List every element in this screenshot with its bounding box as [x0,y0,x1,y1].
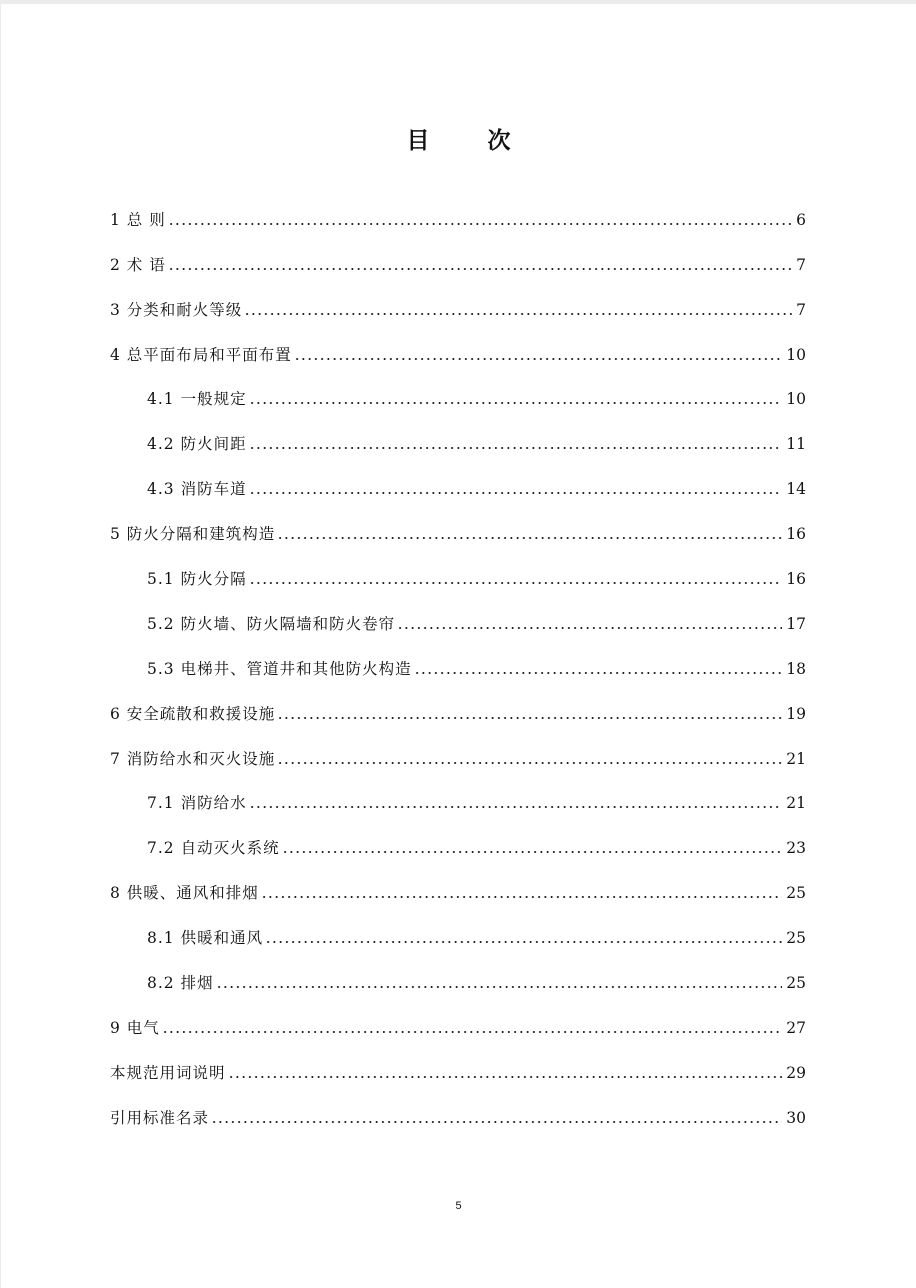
toc-entry-page: 30 [786,1108,806,1127]
toc-entry-label: 8 供暖、通风和排烟 [110,884,259,903]
dot-leader [228,1075,783,1079]
toc-entry-label: 5.2 防火墙、防火隔墙和防火卷帘 [147,614,396,633]
toc-entry-page: 23 [786,839,806,858]
toc-entry-label: 5 防火分隔和建筑构造 [110,525,276,544]
dot-leader [168,222,792,226]
page-title [1,122,916,155]
toc-entry-page: 10 [786,390,806,409]
toc-entry[interactable] [110,1040,806,1085]
dot-leader [216,985,783,989]
toc-entry-label: 9 电气 [110,1018,160,1037]
toc-entry-page: 16 [786,570,806,589]
toc-entry[interactable] [110,367,806,412]
toc-entry[interactable] [110,726,806,771]
dot-leader [277,716,782,720]
dot-leader [294,357,782,361]
dot-leader [249,401,783,405]
toc-entry-page: 25 [786,929,806,948]
toc-entry-page: 17 [786,614,806,633]
dot-leader [265,940,782,944]
table-of-contents [110,187,806,1130]
toc-entry-page: 27 [786,1018,806,1037]
toc-entry-page: 14 [786,480,806,499]
page-number: 5 [455,1200,462,1212]
toc-entry-page: 7 [796,255,806,274]
toc-entry[interactable] [110,187,806,232]
document-page [1,4,916,1288]
toc-entry-page: 11 [786,435,806,454]
toc-entry[interactable] [110,815,806,860]
dot-leader [249,491,783,495]
toc-entry[interactable] [110,277,806,322]
toc-entry-label: 7.2 自动灭火系统 [147,839,280,858]
dot-leader [249,446,783,450]
toc-entry-page: 18 [786,659,806,678]
toc-entry-label: 6 安全疏散和救援设施 [110,704,276,723]
toc-entry[interactable] [110,681,806,726]
dot-leader [244,312,792,316]
toc-entry[interactable] [110,546,806,591]
toc-entry-label: 8.1 供暖和通风 [147,929,264,948]
toc-entry-page: 6 [796,210,806,229]
title-char: 次 [487,127,511,154]
dot-leader [168,267,792,271]
toc-entry[interactable] [110,1085,806,1130]
toc-entry[interactable] [110,950,806,995]
toc-entry-page: 19 [786,704,806,723]
toc-entry[interactable] [110,636,806,681]
dot-leader [277,536,782,540]
toc-entry[interactable] [110,771,806,816]
toc-entry-page: 25 [786,974,806,993]
toc-entry[interactable] [110,905,806,950]
toc-entry-label: 4.1 一般规定 [147,390,247,409]
toc-entry-label: 2 术 语 [110,255,166,274]
toc-entry-page: 21 [786,749,806,768]
toc-entry-label: 7.1 消防给水 [147,794,247,813]
toc-entry[interactable] [110,995,806,1040]
toc-entry-label: 4.2 防火间距 [147,435,247,454]
toc-entry-page: 21 [786,794,806,813]
toc-entry[interactable] [110,456,806,501]
toc-entry-page: 29 [786,1063,806,1082]
title-char: 目 [406,127,430,154]
dot-leader [397,626,782,630]
toc-entry-label: 4 总平面布局和平面布置 [110,345,292,364]
dot-leader [261,895,782,899]
toc-entry-page: 7 [796,300,806,319]
dot-leader [249,581,783,585]
toc-entry[interactable] [110,501,806,546]
toc-entry[interactable] [110,411,806,456]
dot-leader [211,1120,782,1124]
toc-entry-label: 8.2 排烟 [147,974,214,993]
dot-leader [414,671,783,675]
toc-entry-label: 5.1 防火分隔 [147,570,247,589]
toc-entry-label: 3 分类和耐火等级 [110,300,243,319]
toc-entry-label: 本规范用词说明 [110,1063,226,1082]
dot-leader [282,850,783,854]
dot-leader [162,1030,782,1034]
dot-leader [277,761,782,765]
toc-entry[interactable] [110,860,806,905]
toc-entry-label: 4.3 消防车道 [147,480,247,499]
toc-entry-page: 25 [786,884,806,903]
toc-entry-label: 5.3 电梯井、管道井和其他防火构造 [147,659,412,678]
toc-entry-label: 1 总 则 [110,210,166,229]
dot-leader [249,805,783,809]
toc-entry-page: 16 [786,525,806,544]
toc-entry[interactable] [110,232,806,277]
toc-entry-label: 引用标准名录 [110,1108,210,1127]
toc-entry-label: 7 消防给水和灭火设施 [110,749,276,768]
toc-entry[interactable] [110,591,806,636]
toc-entry-page: 10 [786,345,806,364]
toc-entry[interactable] [110,322,806,367]
